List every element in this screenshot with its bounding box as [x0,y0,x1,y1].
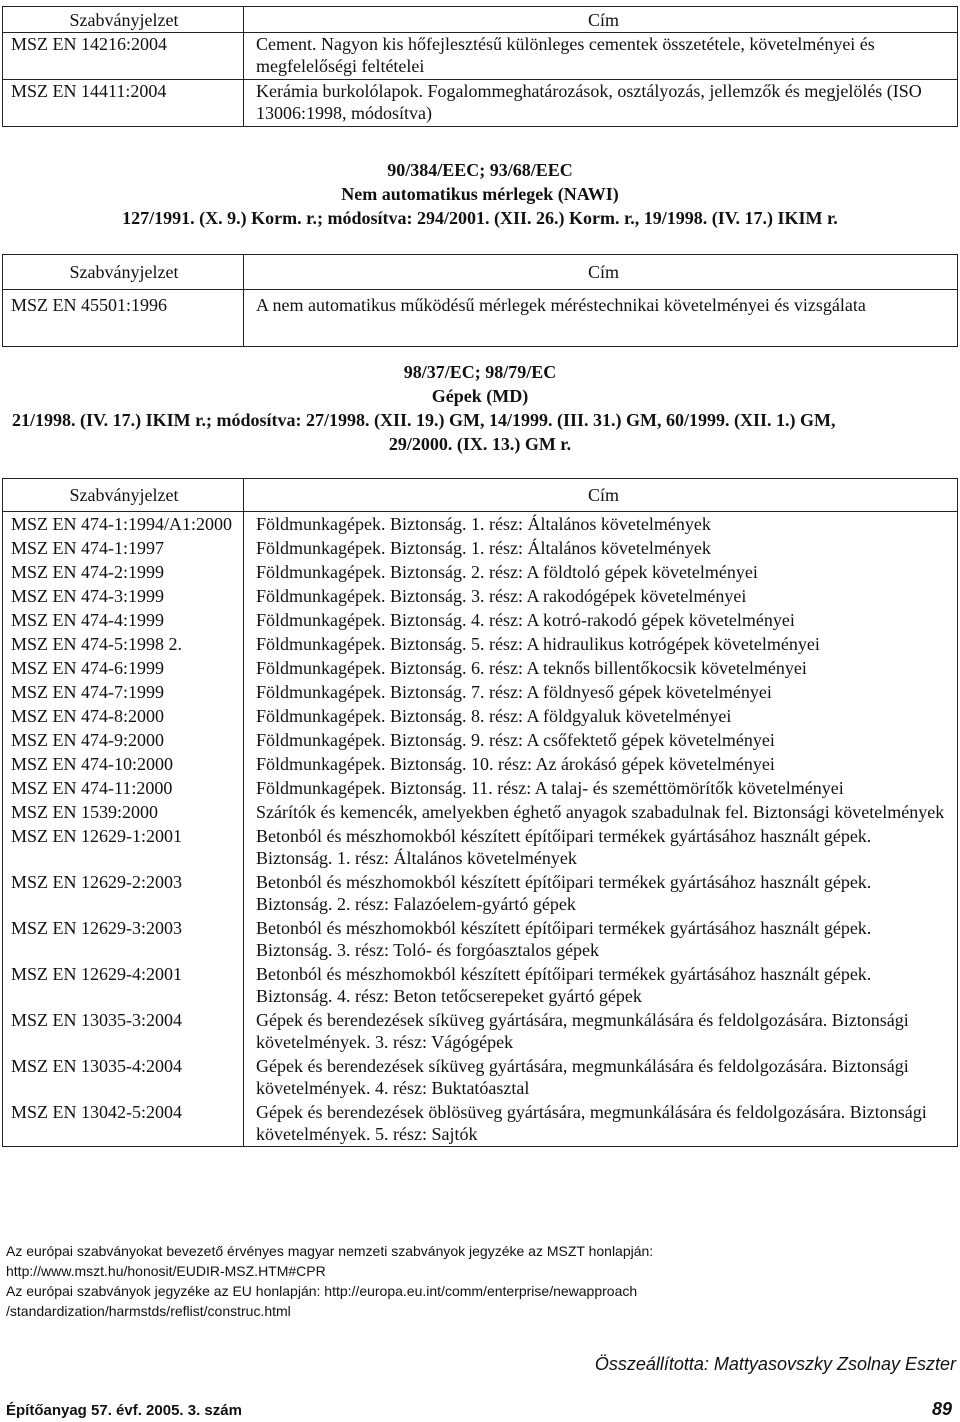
standard-code: MSZ EN 474-11:2000 [3,776,244,800]
page-number: 89 [931,1399,952,1419]
table-row [3,33,958,80]
footnote-link[interactable]: /standardization/harmstds/reflist/construc.html [6,1303,291,1319]
table-row [3,728,958,752]
standard-title: Földmunkagépek. Biztonság. 11. rész: A talaj- és szeméttömörítők követelményei [244,776,958,800]
table-row [3,962,958,1008]
standard-title: Gépek és berendezések öblösüveg gyártására, megmunkálására és feldolgozására. Biztonsági követelmények. 5. rész: Sajtók [244,1100,958,1147]
standard-code: MSZ EN 474-1:1997 [3,536,244,560]
standard-code: MSZ EN 474-6:1999 [3,656,244,680]
standard-code: MSZ EN 1539:2000 [3,800,244,824]
table-row [3,584,958,608]
standard-code: MSZ EN 474-3:1999 [3,584,244,608]
standard-code: MSZ EN 12629-2:2003 [3,870,244,916]
section-title: Gépek (MD) [431,386,529,406]
table-row [3,1100,958,1147]
standard-code: MSZ EN 13035-3:2004 [3,1008,244,1054]
table-row [3,776,958,800]
standard-title: Betonból és mészhomokból készített építőipari termékek gyártásához használt gépek. Biztonság. 1. rész: Általános követelmények [244,824,958,870]
column-header-title: Cím [244,7,958,33]
standard-title: Földmunkagépek. Biztonság. 7. rész: A földnyeső gépek követelményei [244,680,958,704]
column-header-code: Szabványjelzet [3,479,244,512]
standard-title: Földmunkagépek. Biztonság. 10. rész: Az árokásó gépek követelményei [244,752,958,776]
table-row [3,1008,958,1054]
standard-title: Földmunkagépek. Biztonság. 1. rész: Általános követelmények [244,512,958,537]
standard-title: Cement. Nagyon kis hőfejlesztésű különleges cementek összetétele, követelményei és megfelelőségi feltételei [244,33,958,80]
table-header-row [3,479,958,512]
table-row [3,290,958,347]
standard-code: MSZ EN 474-1:1994/A1:2000 [3,512,244,537]
table-row [3,1054,958,1100]
column-header-title: Cím [244,255,958,290]
standards-table-cement [2,6,958,127]
standard-code: MSZ EN 13035-4:2004 [3,1054,244,1100]
table-header-row [3,7,958,33]
standard-code: MSZ EN 12629-4:2001 [3,962,244,1008]
standard-code: MSZ EN 12629-3:2003 [3,916,244,962]
standard-code: MSZ EN 474-5:1998 2. [3,632,244,656]
table-row [3,870,958,916]
standard-code: MSZ EN 45501:1996 [3,290,244,347]
standard-code: MSZ EN 14411:2004 [3,80,244,127]
table-row [3,752,958,776]
standard-title: Gépek és berendezések síküveg gyártására, megmunkálására és feldolgozására. Biztonsági követelmények. 4. rész: Buktatóasztal [244,1054,958,1100]
standard-code: MSZ EN 474-8:2000 [3,704,244,728]
section-title: Nem automatikus mérlegek (NAWI) [341,184,619,204]
table-row [3,824,958,870]
standard-title: Kerámia burkolólapok. Fogalommeghatározások, osztályozás, jellemzők és megjelölés (ISO 13006:1998, módosítva) [244,80,958,127]
table-row [3,800,958,824]
standard-code: MSZ EN 474-9:2000 [3,728,244,752]
footnotes [6,1241,946,1321]
standard-title: Földmunkagépek. Biztonság. 4. rész: A kotró-rakodó gépek követelményei [244,608,958,632]
footnote-line: Az európai szabványok jegyzéke az EU honlapján: http://europa.eu.int/comm/enterprise/newapproach [6,1283,638,1299]
standard-code: MSZ EN 14216:2004 [3,33,244,80]
standard-code: MSZ EN 474-10:2000 [3,752,244,776]
standard-code: MSZ EN 474-4:1999 [3,608,244,632]
table-row [3,632,958,656]
standard-code: MSZ EN 474-2:1999 [3,560,244,584]
standard-title: Betonból és mészhomokból készített építőipari termékek gyártásához használt gépek. Biztonság. 3. rész: Toló- és forgóasztalos gépek [244,916,958,962]
section-heading-nawi [0,158,960,230]
column-header-code: Szabványjelzet [3,255,244,290]
journal-issue: Építőanyag 57. évf. 2005. 3. szám [6,1402,242,1419]
standard-code: MSZ EN 13042-5:2004 [3,1100,244,1147]
regulation-references-cont: 29/2000. (IX. 13.) GM r. [388,434,572,454]
standard-code: MSZ EN 474-7:1999 [3,680,244,704]
table-row [3,512,958,537]
table-row [3,916,958,962]
regulation-references: 21/1998. (IV. 17.) IKIM r.; módosítva: 27/1998. (XII. 19.) GM, 14/1999. (III. 31.) GM, 60/1999. (XII. 1.) GM, [12,410,836,430]
directive-numbers: 90/384/EEC; 93/68/EEC [387,160,573,180]
standard-code: MSZ EN 12629-1:2001 [3,824,244,870]
directive-numbers: 98/37/EC; 98/79/EC [403,362,557,382]
standard-title: Földmunkagépek. Biztonság. 6. rész: A teknős billentőkocsik követelményei [244,656,958,680]
column-header-code: Szabványjelzet [3,7,244,33]
standard-title: Betonból és mészhomokból készített építőipari termékek gyártásához használt gépek. Biztonság. 2. rész: Falazóelem-gyártó gépek [244,870,958,916]
section-heading-md [0,360,960,456]
table-row [3,536,958,560]
regulation-references: 127/1991. (X. 9.) Korm. r.; módosítva: 294/2001. (XII. 26.) Korm. r., 19/1998. (IV. 17.) IKIM r. [122,208,838,228]
standards-table-machinery [2,478,958,1147]
standard-title: A nem automatikus működésű mérlegek méréstechnikai követelményei és vizsgálata [244,290,958,347]
standard-title: Gépek és berendezések síküveg gyártására, megmunkálására és feldolgozására. Biztonsági követelmények. 3. rész: Vágógépek [244,1008,958,1054]
standard-title: Földmunkagépek. Biztonság. 9. rész: A csőfektető gépek követelményei [244,728,958,752]
standard-title: Földmunkagépek. Biztonság. 3. rész: A rakodógépek követelményei [244,584,958,608]
standard-title: Földmunkagépek. Biztonság. 5. rész: A hidraulikus kotrógépek követelményei [244,632,958,656]
footnote-line: Az európai szabványokat bevezető érvényes magyar nemzeti szabványok jegyzéke az MSZT honlapján: [6,1243,654,1259]
table-row [3,560,958,584]
standards-table-nawi [2,254,958,347]
standard-title: Földmunkagépek. Biztonság. 1. rész: Általános követelmények [244,536,958,560]
table-row [3,608,958,632]
table-header-row [3,255,958,290]
column-header-title: Cím [244,479,958,512]
footnote-link[interactable]: http://www.mszt.hu/honosit/EUDIR-MSZ.HTM#CPR [6,1263,326,1279]
standard-title: Földmunkagépek. Biztonság. 2. rész: A földtoló gépek követelményei [244,560,958,584]
standard-title: Betonból és mészhomokból készített építőipari termékek gyártásához használt gépek. Biztonság. 4. rész: Beton tetőcserepeket gyártó gépek [244,962,958,1008]
table-row [3,656,958,680]
table-row [3,704,958,728]
page-footer [6,1399,954,1421]
table-row [3,680,958,704]
table-row [3,80,958,127]
standard-title: Földmunkagépek. Biztonság. 8. rész: A földgyaluk követelményei [244,704,958,728]
compiled-by: Összeállította: Mattyasovszky Zsolnay Eszter [594,1354,956,1374]
standard-title: Szárítók és kemencék, amelyekben éghető anyagok szabadulnak fel. Biztonsági követelmények [244,800,958,824]
